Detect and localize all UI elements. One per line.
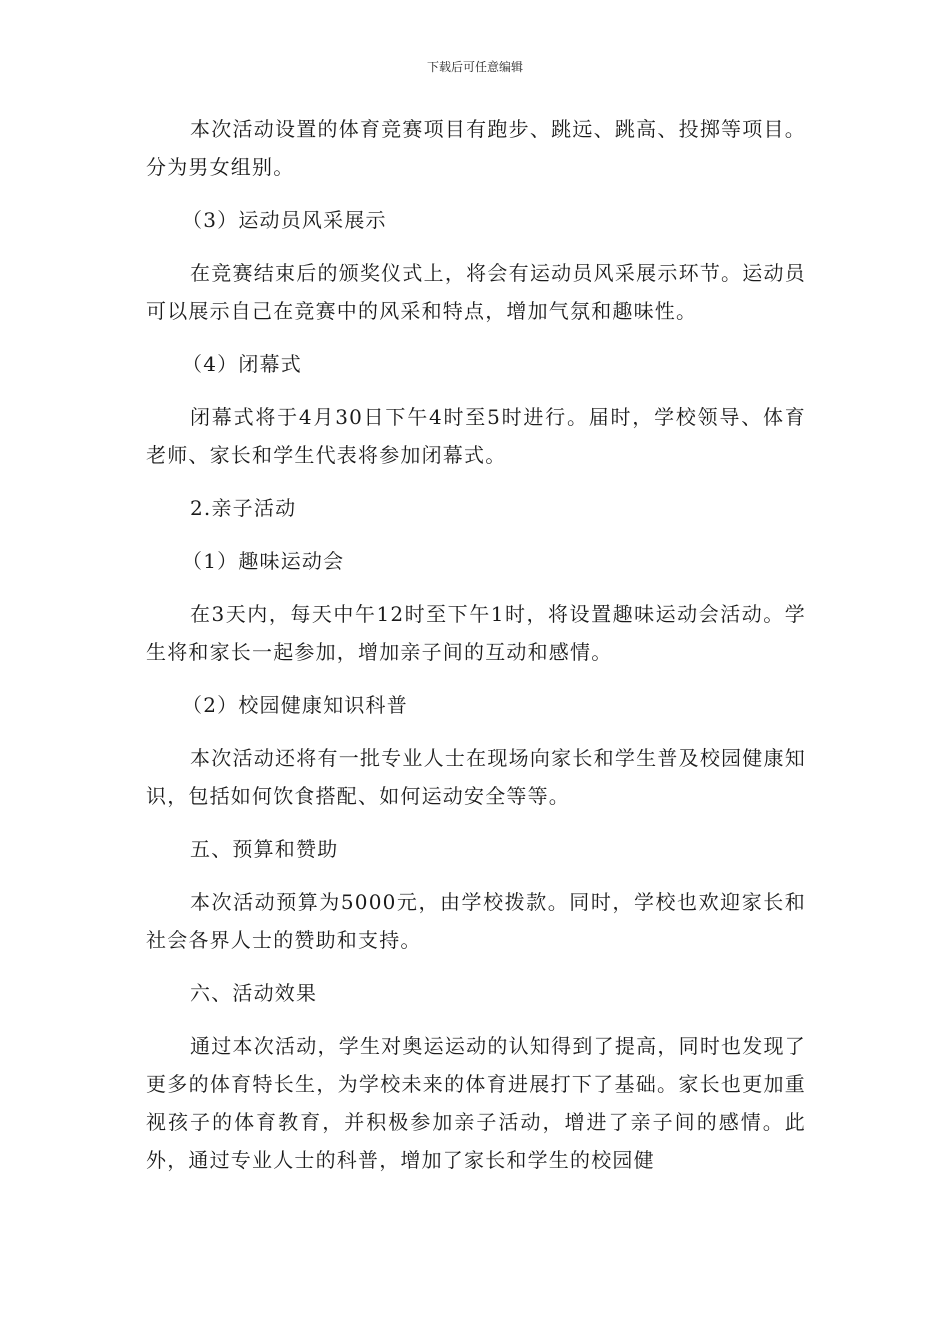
- paragraph-budget: 本次活动预算为5000元，由学校拨款。同时，学校也欢迎家长和社会各界人士的赞助和支持。: [146, 890, 806, 952]
- paragraph-health-knowledge: 本次活动还将有一批专业人士在现场向家长和学生普及校园健康知识，包括如何饮食搭配、如何运动安全等等。: [146, 746, 806, 808]
- paragraph-competition-items: 本次活动设置的体育竞赛项目有跑步、跳远、跳高、投掷等项目。分为男女组别。: [146, 117, 806, 179]
- paragraph-activity-results: 通过本次活动，学生对奥运运动的认知得到了提高，同时也发现了更多的体育特长生，为学校未来的体育进展打下了基础。家长也更加重视孩子的体育教育，并积极参加亲子活动，增进了亲子间的感情。此外，通过专业人士的科普，增加了家长和学生的校园健: [146, 1034, 806, 1172]
- heading-closing-ceremony: （4）闭幕式: [182, 352, 302, 376]
- heading-budget-sponsorship: 五、预算和赞助: [190, 837, 339, 861]
- paragraph-fun-games: 在3天内，每天中午12时至下午1时，将设置趣味运动会活动。学生将和家长一起参加，增加亲子间的互动和感情。: [146, 602, 806, 664]
- paragraph-athlete-showcase: 在竞赛结束后的颁奖仪式上，将会有运动员风采展示环节。运动员可以展示自己在竞赛中的风采和特点，增加气氛和趣味性。: [146, 261, 806, 323]
- paragraph-closing-ceremony: 闭幕式将于4月30日下午4时至5时进行。届时，学校领导、体育老师、家长和学生代表将参加闭幕式。: [146, 405, 806, 467]
- heading-athlete-showcase: （3）运动员风采展示: [182, 208, 387, 232]
- heading-health-knowledge: （2）校园健康知识科普: [182, 693, 408, 717]
- document-body: [146, 110, 806, 1194]
- heading-activity-results: 六、活动效果: [190, 981, 318, 1005]
- heading-fun-games: （1）趣味运动会: [182, 549, 345, 573]
- page-header: 下载后可任意编辑: [426, 60, 523, 74]
- heading-parent-child-activities: 2.亲子活动: [190, 496, 297, 520]
